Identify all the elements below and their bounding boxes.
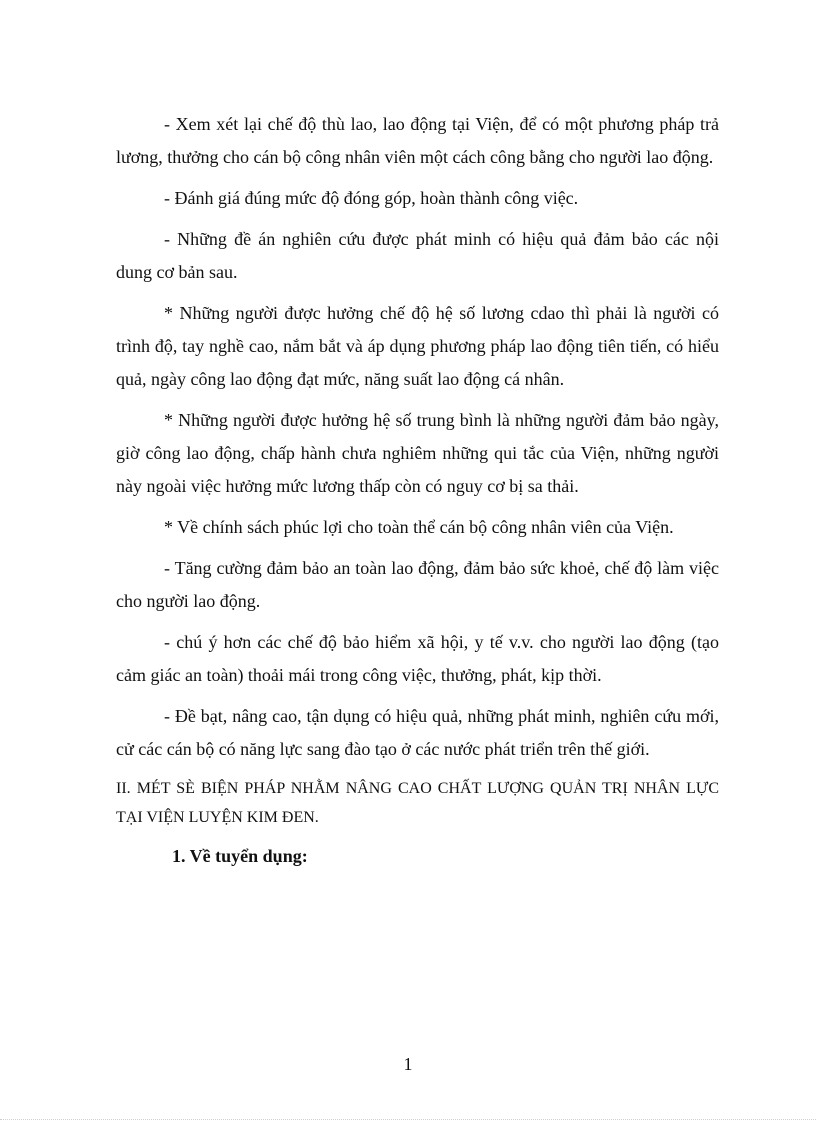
section-heading: II. MÉT SÈ BIỆN PHÁP NHẰM NÂNG CAO CHẤT LƯỢNG QUẢN TRỊ NHÂN LỰC TẠI VIỆN LUYỆN KIM ĐEN. (116, 780, 719, 826)
paragraph-compensation-review: - Xem xét lại chế độ thù lao, lao động tại Viện, để có một phương pháp trả lương, thưởng cho cán bộ công nhân viên một cách công bằng cho người lao động. (116, 114, 719, 167)
paragraph-research-projects: - Những đề án nghiên cứu được phát minh có hiệu quả đảm bảo các nội dung cơ bản sau. (116, 229, 719, 282)
paragraph-contribution-evaluation: - Đánh giá đúng mức độ đóng góp, hoàn thành công việc. (164, 188, 579, 208)
document-body (116, 108, 719, 873)
paragraph-high-coefficient: * Những người được hưởng chế độ hệ số lương cdao thì phải là người có trình độ, tay nghề cao, nắm bắt và áp dụng phương pháp lao động tiên tiến, có hiểu quả, ngày công lao động đạt mức, năng suất lao động cá nhân. (116, 303, 719, 389)
page-number: 1 (403, 1054, 413, 1074)
paragraph-promotion-training: - Đề bạt, nâng cao, tận dụng có hiệu quả, những phát minh, nghiên cứu mới, cử các cán bộ có năng lực sang đào tạo ở các nước phát triển trên thế giới. (116, 706, 719, 759)
paragraph-average-coefficient: * Những người được hưởng hệ số trung bình là những người đảm bảo ngày, giờ công lao động, chấp hành chưa nghiêm những qui tắc của Viện, những người này ngoài việc hưởng mức lương thấp còn có nguy cơ bị sa thải. (116, 410, 719, 496)
subsection-heading-recruitment: 1. Về tuyển dụng: (172, 846, 308, 866)
paragraph-labor-safety: - Tăng cường đảm bảo an toàn lao động, đảm bảo sức khoẻ, chế độ làm việc cho người lao động. (116, 558, 719, 611)
paragraph-social-insurance: - chú ý hơn các chế độ bảo hiểm xã hội, y tế v.v. cho người lao động (tạo cảm giác an toàn) thoải mái trong công việc, thưởng, phát, kịp thời. (116, 632, 719, 685)
paragraph-welfare-policy: * Về chính sách phúc lợi cho toàn thể cán bộ công nhân viên của Viện. (164, 517, 674, 537)
page-bottom-divider (0, 1119, 816, 1120)
